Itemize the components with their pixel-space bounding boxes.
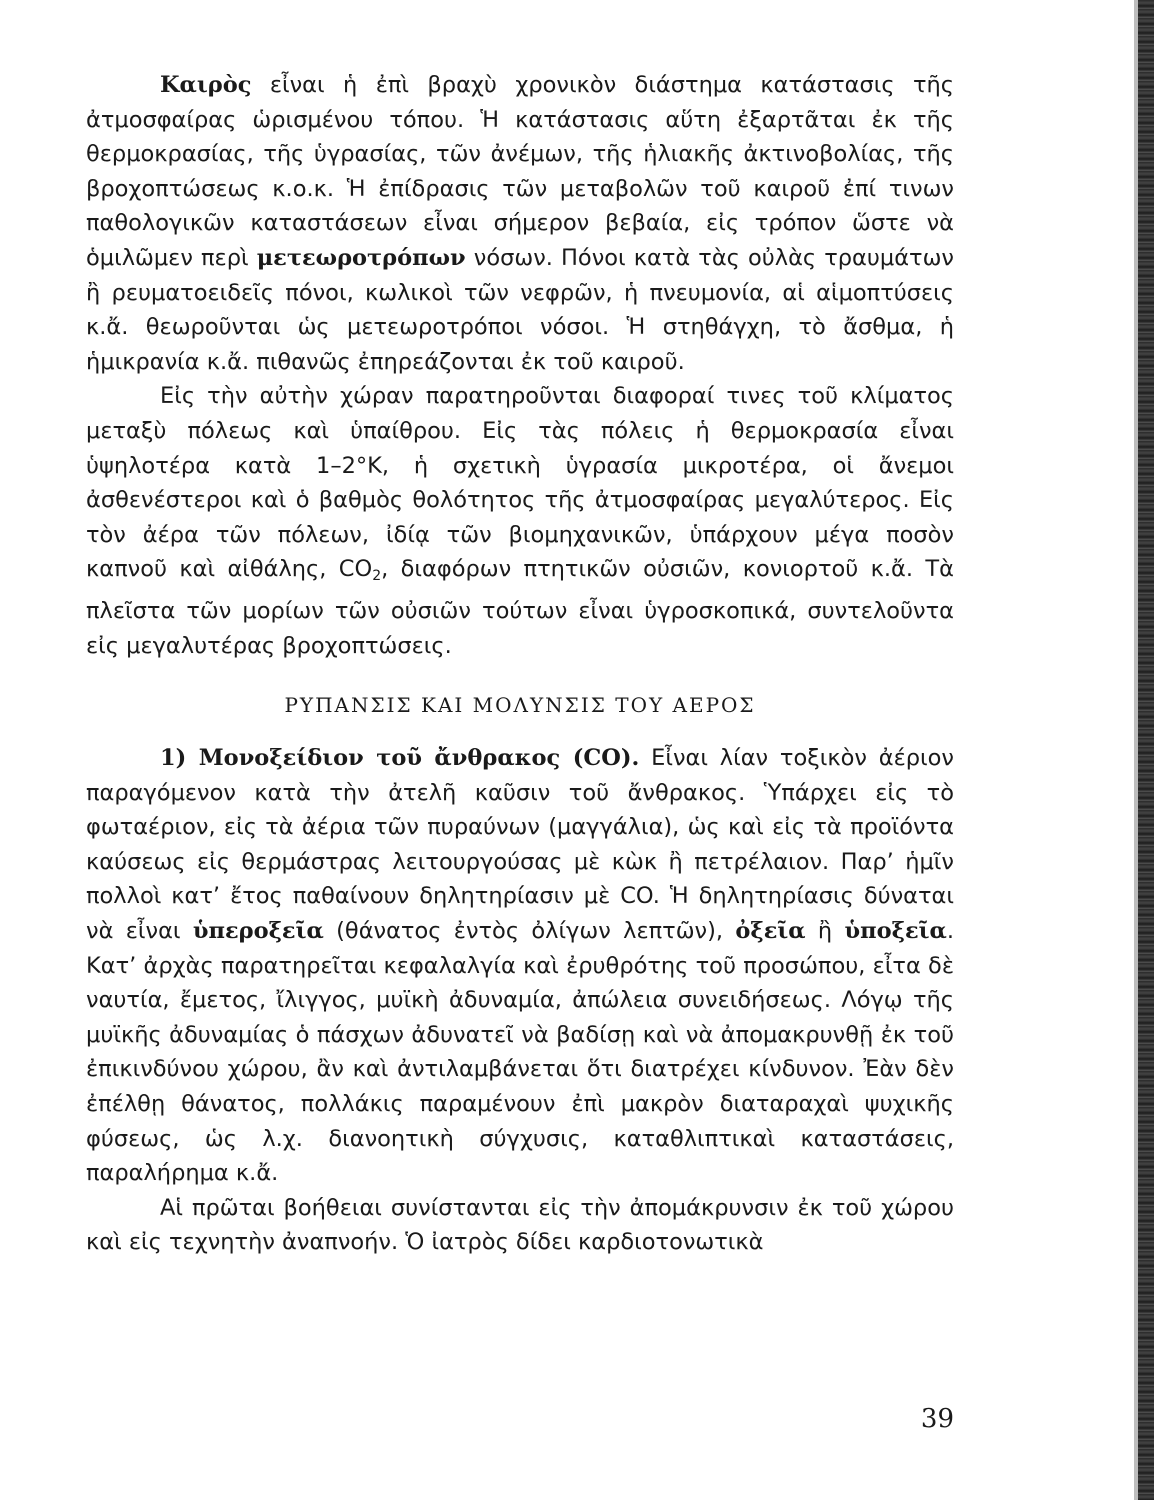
paragraph-text: (θάνατος ἐντὸς ὀλίγων λεπτῶν), [323, 918, 736, 945]
paragraph-text: Εἰς τὴν αὐτὴν χώραν παρατηροῦνται διαφοραί τινες τοῦ κλίματος μεταξὺ πόλεως καὶ ὑπαίθρου. Εἰς τὰς πόλεις ἡ θερμοκρασία εἶναι ὑψηλοτέρα κατὰ 1–2°Κ, ἡ σχετικὴ ὑγρασία μικροτέρα, οἱ ἄνεμοι ἀσθενέστεροι καὶ ὁ βαθμὸς θολότητος τῆς ἀτμοσφαίρας μεγαλύτερος. Εἰς τὸν ἀέρα τῶν πόλεων, ἰδίᾳ τῶν βιομηχανικῶν, ὑπάρχουν μέγα ποσὸν καπνοῦ καὶ αἰθάλης, CO [86, 383, 954, 583]
paragraph-text: . Κατ’ ἀρχὰς παρατηρεῖται κεφαλαλγία καὶ ἐρυθρότης τοῦ προσώπου, εἶτα δὲ ναυτία, ἔμετος, ἴλιγγος, μυϊκὴ ἀδυναμία, ἀπώλεια συνειδήσεως. Λόγῳ τῆς μυϊκῆς ἀδυναμίας ὁ πάσχων ἀδυνατεῖ νὰ βαδίσῃ καὶ νὰ ἀπομακρυνθῇ ἐκ τοῦ ἐπικινδύνου χώρου, ἂν καὶ ἀντιλαμβάνεται ὅτι διατρέχει κίνδυνον. Ἐὰν δὲν ἐπέλθῃ θάνατος, πολλάκις παραμένουν ἐπὶ μακρὸν διαταραχαὶ ψυχικῆς φύσεως, ὡς λ.χ. διανοητικὴ σύγχυσις, καταθλιπτικαὶ καταστάσεις, παραλήρημα κ.ἄ. [86, 918, 954, 1187]
paragraph-city-climate [86, 379, 954, 663]
paragraph-text: , διαφόρων πτητικῶν οὐσιῶν, κονιορτοῦ κ.ἄ. Τὰ πλεῖστα τῶν μορίων τῶν οὐσιῶν τούτων εἶναι ὑγροσκοπικά, συντελοῦντα εἰς μεγαλυτέρας βροχοπτώσεις. [86, 556, 954, 659]
section-heading: ΡΥΠΑΝΣΙΣ ΚΑΙ ΜΟΛΥΝΣΙΣ ΤΟΥ ΑΕΡΟΣ [284, 693, 756, 718]
subsection-title: 1) Μονοξείδιον τοῦ ἄνθρακος (CO). [160, 745, 640, 772]
paragraph-text: ἢ [805, 918, 845, 945]
page-body [86, 68, 954, 1260]
paragraph-text: Εἶναι λίαν τοξικὸν ἀέριον παραγόμενον κατὰ τὴν ἀτελῆ καῦσιν τοῦ ἄνθρακος. Ὑπάρχει εἰς τὸ φωταέριον, εἰς τὰ ἀέρια τῶν πυραύνων (μαγγάλια), ὡς καὶ εἰς τὰ προϊόντα καύσεως εἰς θερμάστρας λειτουργούσας μὲ κὼκ ἢ πετρέλαιον. Παρ’ ἡμῖν πολλοὶ κατ’ ἔτος παθαίνουν δηλητηρίασιν μὲ CO. Ἡ δηλητηρίασις δύναται νὰ εἶναι [86, 745, 955, 945]
paragraph-text: νόσων. Πόνοι κατὰ τὰς οὐλὰς τραυμάτων ἢ ρευματοειδεῖς πόνοι, κωλικοὶ τῶν νεφρῶν, ἡ πνευμονία, αἱ αἱμοπτύσεις κ.ἄ. θεωροῦνται ὡς μετεωροτρόποι νόσοι. Ἡ στηθάγχη, τὸ ἄσθμα, ἡ ἡμικρανία κ.ἄ. πιθανῶς ἐπηρεάζονται ἐκ τοῦ καιροῦ. [86, 244, 954, 375]
paragraph-first-aid [86, 1191, 954, 1260]
term-acute: ὀξεῖα [735, 918, 806, 945]
term-subacute: ὑποξεῖα [844, 918, 947, 945]
paragraph-carbon-monoxide [86, 741, 954, 1191]
co2-subscript: 2 [372, 568, 382, 585]
page-number: 39 [920, 1404, 954, 1434]
term-weather: Καιρὸς [160, 72, 252, 98]
term-meteorotropic: μετεωροτρόπων [256, 244, 466, 271]
book-binding-edge [1138, 0, 1154, 1500]
term-hyperacute: ὑπεροξεῖα [192, 918, 324, 945]
paragraph-text: Αἱ πρῶται βοήθειαι συνίστανται εἰς τὴν ἀπομάκρυνσιν ἐκ τοῦ χώρου καὶ εἰς τεχνητὴν ἀναπνοήν. Ὁ ἰατρὸς δίδει καρδιοτονωτικὰ [86, 1194, 954, 1256]
paragraph-text: εἶναι ἡ ἐπὶ βραχὺ χρονικὸν διάστημα κατάστασις τῆς ἀτμοσφαίρας ὡρισμένου τόπου. Ἡ κατάστασις αὕτη ἐξαρτᾶται ἐκ τῆς θερμοκρασίας, τῆς ὑγρασίας, τῶν ἀνέμων, τῆς ἡλιακῆς ἀκτινοβολίας, τῆς βροχοπτώσεως κ.ο.κ. Ἡ ἐπίδρασις τῶν μεταβολῶν τοῦ καιροῦ ἐπί τινων παθολογικῶν καταστάσεων εἶναι σήμερον βεβαία, εἰς τρόπον ὥστε νὰ ὁμιλῶμεν περὶ [86, 72, 954, 271]
paragraph-weather [86, 68, 954, 379]
